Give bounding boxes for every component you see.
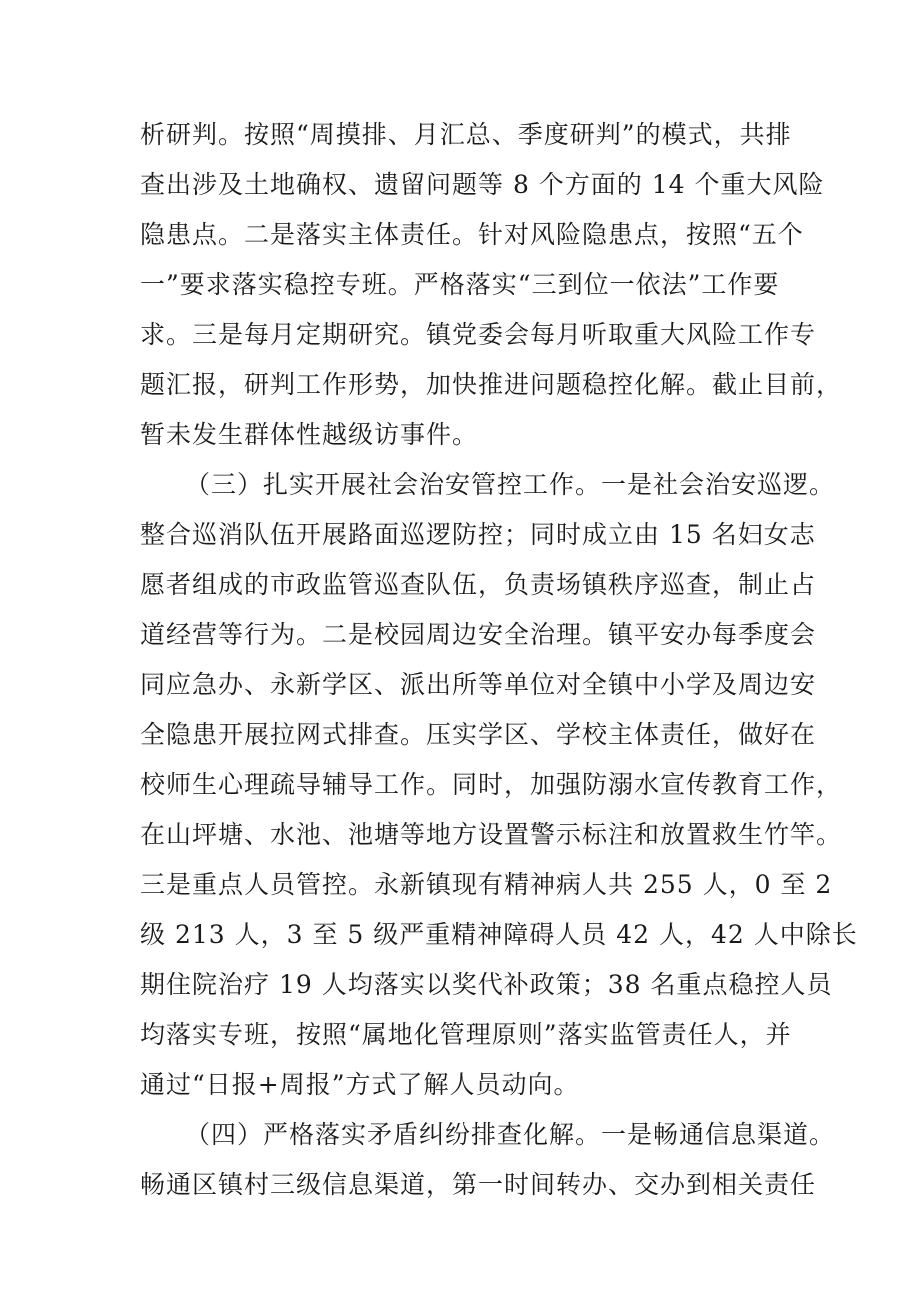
text-line: 畅通区镇村三级信息渠道，第一时间转办、交办到相关责任	[140, 1170, 817, 1199]
text-line: 整合巡消队伍开展路面巡逻防控；同时成立由 15 名妇女志	[140, 520, 816, 549]
text-line: 愿者组成的市政监管巡查队伍，负责场镇秩序巡查，制止占	[140, 570, 817, 599]
text-line: 暂未发生群体性越级访事件。	[140, 420, 479, 449]
text-line: 均落实专班，按照“属地化管理原则”落实监管责任人，并	[140, 1020, 792, 1049]
text-line: 一”要求落实稳控专班。严格落实“三到位一依法”工作要	[140, 270, 780, 299]
text-line: 级 213 人，3 至 5 级严重精神障碍人员 42 人，42 人中除长	[140, 920, 858, 949]
section-heading-line: （四）严格落实矛盾纠纷排查化解。一是畅通信息渠道。	[185, 1120, 836, 1149]
text-line: 题汇报，研判工作形势，加快推进问题稳控化解。截止目前，	[140, 370, 843, 399]
text-line: 全隐患开展拉网式排查。压实学区、学校主体责任，做好在	[140, 720, 817, 749]
text-line: 校师生心理疏导辅导工作。同时，加强防溺水宣传教育工作，	[140, 770, 843, 799]
text-line: 在山坪塘、水池、池塘等地方设置警示标注和放置救生竹竿。	[140, 820, 843, 849]
text-line: 隐患点。二是落实主体责任。针对风险隐患点，按照“五个	[140, 220, 804, 249]
text-line: 查出涉及土地确权、遗留问题等 8 个方面的 14 个重大风险	[140, 170, 825, 199]
text-line: 三是重点人员管控。永新镇现有精神病人共 255 人，0 至 2	[140, 870, 833, 899]
text-line: 期住院治疗 19 人均落实以奖代补政策；38 名重点稳控人员	[140, 970, 833, 999]
text-line: 同应急办、永新学区、派出所等单位对全镇中小学及周边安	[140, 670, 817, 699]
section-heading-line: （三）扎实开展社会治安管控工作。一是社会治安巡逻。	[185, 470, 836, 499]
text-line: 通过“日报+周报”方式了解人员动向。	[140, 1070, 580, 1099]
text-line: 道经营等行为。二是校园周边安全治理。镇平安办每季度会	[140, 620, 817, 649]
text-line: 析研判。按照“周摸排、月汇总、季度研判”的模式，共排	[140, 120, 792, 149]
text-line: 求。三是每月定期研究。镇党委会每月听取重大风险工作专	[140, 320, 817, 349]
